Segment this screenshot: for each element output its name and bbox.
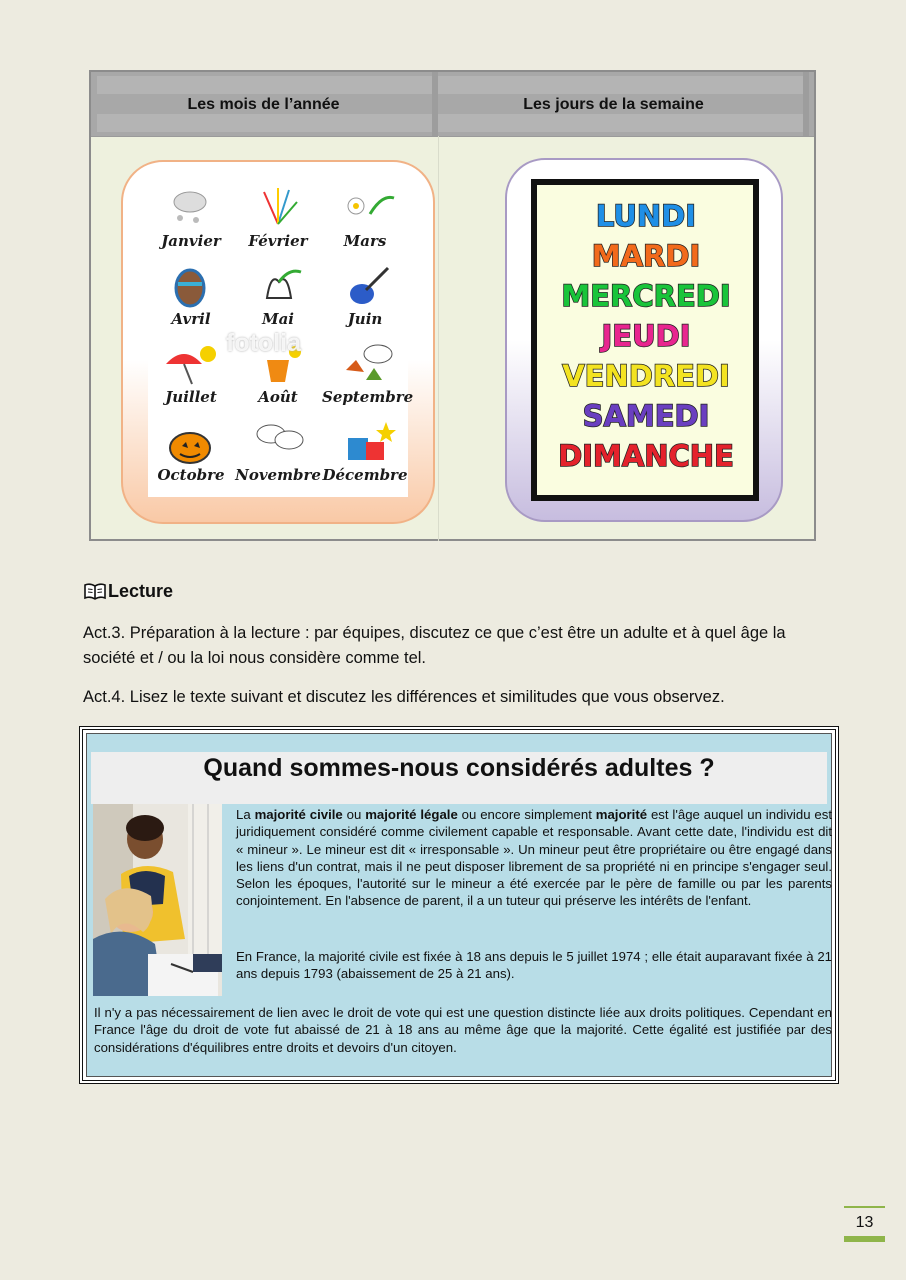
month-item — [322, 338, 414, 416]
days-list — [551, 199, 741, 478]
month-label: Juin — [347, 310, 383, 328]
days-illustration — [505, 158, 783, 522]
month-item — [322, 260, 408, 338]
day-label: MERCREDI — [561, 279, 731, 313]
day-label: MARDI — [591, 239, 701, 273]
page-number: 13 — [844, 1206, 885, 1242]
month-item — [322, 182, 408, 260]
month-item — [322, 416, 408, 494]
months-illustration — [121, 160, 435, 524]
cloud-snow-icon — [162, 184, 222, 232]
month-label: Mai — [261, 310, 295, 328]
easter-egg-icon — [162, 262, 222, 310]
day-label: SAMEDI — [582, 399, 710, 433]
flowers-icon — [336, 184, 396, 232]
month-label: Décembre — [322, 466, 408, 484]
table-header-row — [91, 72, 814, 137]
days-header: Les jours de la semaine — [523, 96, 704, 113]
months-header: Les mois de l’année — [187, 96, 340, 113]
leaves-cloud-icon — [336, 340, 396, 388]
month-item — [148, 338, 234, 416]
month-item — [235, 182, 321, 260]
month-label: Février — [248, 232, 308, 250]
article-paragraph-2: En France, la majorité civile est fixée à 18 ans depuis le 5 juillet 1974 ; elle était auparavant fixée à 21 ans depuis 1793 (abaissement de 25 à 21 ans). — [236, 949, 832, 982]
gift-icon — [336, 418, 396, 466]
month-item — [148, 260, 234, 338]
watermark-logo: fotolia — [226, 329, 301, 357]
month-label: Octobre — [157, 466, 225, 484]
day-label: DIMANCHE — [558, 439, 734, 473]
lecture-title: Lecture — [108, 581, 174, 601]
month-label: Avril — [171, 310, 211, 328]
students-photo — [93, 804, 222, 996]
month-label: Novembre — [235, 466, 321, 484]
parasol-sun-icon — [162, 340, 222, 388]
clouds-icon — [249, 418, 309, 466]
month-label: Juillet — [165, 388, 217, 406]
open-book-icon — [84, 583, 106, 601]
month-label: Août — [258, 388, 298, 406]
months-grid — [148, 182, 414, 497]
guitar-icon — [336, 262, 396, 310]
month-item — [235, 260, 321, 338]
month-label: Mars — [343, 232, 387, 250]
activity-3: Act.3. Préparation à la lecture : par équipes, discutez ce que c’est être un adulte et à quel âge la société et / ou la loi nous considère comme tel. — [83, 624, 786, 667]
fireworks-icon — [249, 184, 309, 232]
article-paragraph-3: Il n'y a pas nécessairement de lien avec le droit de vote qui est une question distincte liée aux droits politiques. Cependant en France l'âge du droit de vote fut abaissé de 21 à 18 ans au même âge que la majorité. Cette égalité est justifiée par des considérations d'équilibres entre droits et devoirs d'un citoyen. — [94, 1005, 832, 1055]
lecture-heading — [84, 581, 173, 602]
month-label: Janvier — [161, 232, 221, 250]
activity-4: Act.4. Lisez le texte suivant et discutez les différences et similitudes que vous observez. — [83, 688, 725, 706]
pumpkin-icon — [162, 418, 222, 466]
article-title: Quand sommes-nous considérés adultes ? — [203, 754, 715, 782]
article-paragraph-1: La majorité civile ou majorité légale ou encore simplement majorité est l'âge auquel un individu est juridiquement considéré comme civilement capable et responsable. Avant cette date, l'individu est dit « mineur ». Le mineur est dit « irresponsable ». Un mineur peut être propriétaire ou être engagé dans les liens d'un contrat, mais il ne peut disposer librement de sa propriété ni en principe s'engager seul. Selon les époques, l'autorité sur le mineur a été exercée par le père de famille ou par les parents conjointement. En l'absence de parent, il a un tuteur qui préserve les intérêts de l'enfant. — [236, 807, 833, 909]
month-item — [148, 416, 234, 494]
month-label: Septembre — [322, 388, 414, 406]
day-label: LUNDI — [595, 199, 697, 233]
month-item — [235, 416, 321, 494]
article-box — [79, 726, 839, 1084]
days-frame — [531, 179, 759, 501]
day-label: JEUDI — [601, 319, 691, 353]
day-label: VENDREDI — [562, 359, 730, 393]
months-days-table — [89, 70, 816, 541]
lily-icon — [249, 262, 309, 310]
month-item — [148, 182, 234, 260]
